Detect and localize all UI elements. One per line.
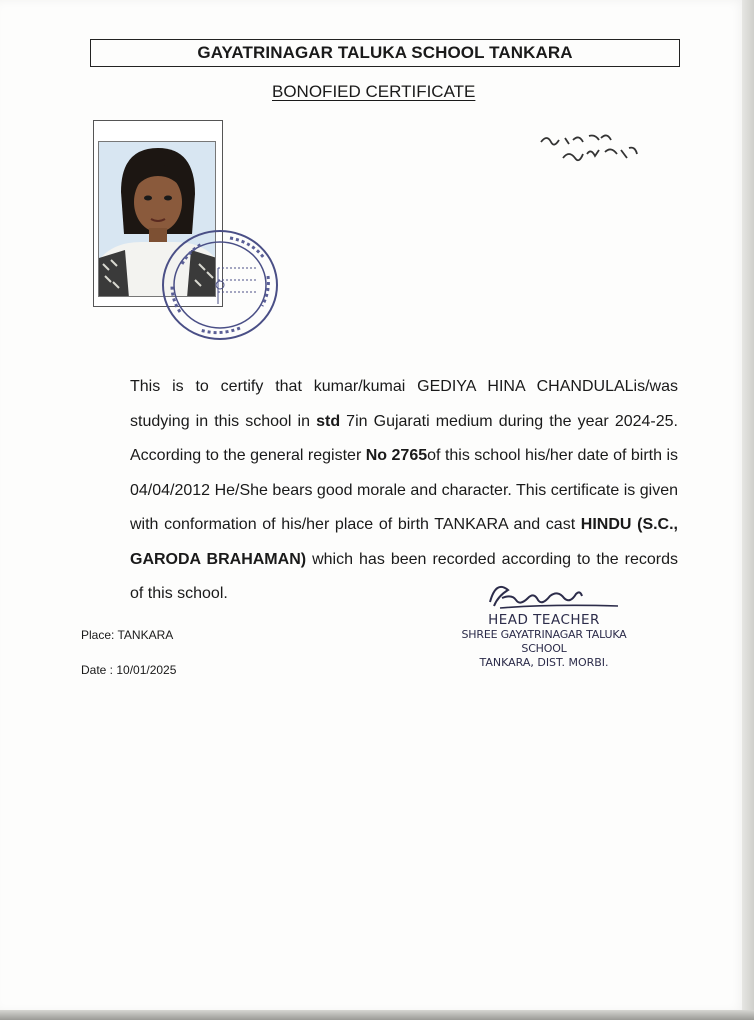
body-text-4: which has been recorded according to the records of this school. (130, 550, 678, 602)
signature-address: TANKARA, DIST. MORBI. (479, 656, 609, 669)
signature-block (440, 613, 648, 670)
head-teacher-title: HEAD TEACHER (488, 612, 600, 628)
body-text-2: 7in Gujarati medium during the year 2024-25. According to the general register (130, 412, 679, 464)
school-name-header: GAYATRINAGAR TALUKA SCHOOL TANKARA (90, 39, 680, 67)
caste-detail: HINDU (S.C., GARODA BRAHAMAN) (130, 516, 679, 568)
certificate-title: BONOFIED CERTIFICATE (272, 82, 476, 101)
signature-school-name: SHREE GAYATRINAGAR TALUKA SCHOOL (461, 628, 627, 655)
scan-right-edge (742, 0, 754, 1020)
std-label: std (316, 412, 341, 430)
body-text-3: of this school his/her date of birth is 04/04/2012 He/She bears good morale and character. This certificate is given with conformation of his/her place of birth TANKARA and cast (130, 447, 679, 533)
certificate-body (130, 370, 678, 612)
head-teacher-signature (480, 578, 620, 616)
school-seal-stamp (160, 228, 280, 343)
scan-bottom-edge (0, 1010, 754, 1020)
date-line: Date : 10/01/2025 (81, 663, 177, 677)
register-number: No 2765 (365, 447, 428, 464)
handwritten-inward-number (535, 130, 655, 170)
place-line: Place: TANKARA (81, 628, 174, 642)
body-text-1: This is to certify that kumar/kumai GEDIYA HINA CHANDULALis/was studying in this school in (130, 378, 678, 430)
